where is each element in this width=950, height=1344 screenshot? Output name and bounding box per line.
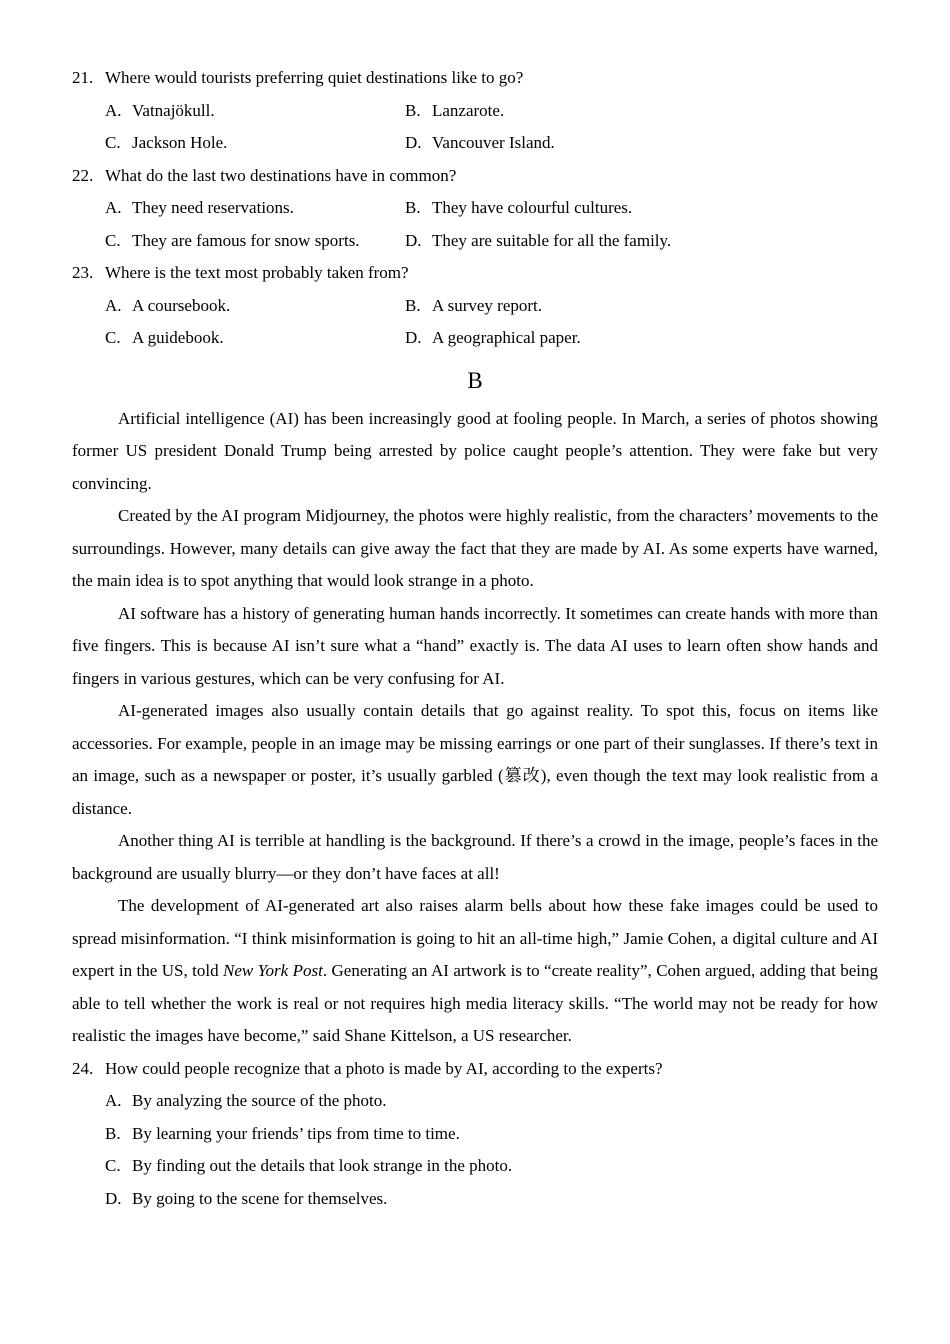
question-23: [72, 257, 878, 355]
passage-text: Artificial intelligence (AI) has been increasingly good at fooling people. In March, a series of photos showing former US president Donald Trump being arrested by police caught people’s attention. They were fake but very convincing.: [72, 408, 878, 493]
option-row: [72, 1183, 878, 1216]
passage-text: . Generating an AI artwork is to “create reality”, Cohen argued, adding that being able to tell whether the work is real or not requires high media literacy skills. “The world may not be ready for how realistic the images have become,” said Shane Kittelson, a US researcher.: [72, 961, 878, 1045]
option-row: [72, 192, 878, 225]
option-B: [405, 192, 705, 225]
question-number: 22.: [72, 165, 94, 185]
option-text: A geographical paper.: [432, 328, 581, 347]
question-text: Where is the text most probably taken from?: [105, 263, 409, 282]
option-text: A survey report.: [432, 295, 543, 315]
question-number: 24.: [72, 1058, 94, 1078]
option-row: [72, 127, 878, 160]
option-row: [72, 1085, 878, 1118]
option-D: [405, 322, 705, 355]
option-text: They have colourful cultures.: [432, 198, 633, 217]
passage-text: Another thing AI is terrible at handling is the background. If there’s a crowd in the image, people’s faces in the background are usually blurry—or they don’t have faces at all!: [72, 831, 878, 883]
option-label: D.: [405, 133, 422, 152]
option-C: [105, 225, 405, 258]
option-B: [405, 290, 705, 323]
option-A: [105, 290, 405, 323]
publication-title: New York Post: [223, 961, 323, 980]
question-stem: [72, 160, 878, 193]
option-D: [405, 127, 705, 160]
question-22: [72, 160, 878, 258]
question-text: What do the last two destinations have in common?: [105, 165, 457, 185]
option-row: [72, 95, 878, 128]
option-row: [72, 1118, 878, 1151]
option-label: C.: [105, 328, 121, 347]
question-21: [72, 62, 878, 160]
option-label: B.: [405, 198, 421, 217]
section-heading: B: [467, 367, 483, 393]
question-stem: [72, 257, 878, 290]
option-text: By analyzing the source of the photo.: [132, 1091, 387, 1110]
option-text: By learning your friends’ tips from time to time.: [132, 1123, 460, 1143]
option-label: B.: [405, 295, 421, 315]
option-text: Lanzarote.: [432, 100, 505, 120]
option-label: A.: [105, 198, 122, 217]
option-text: Vatnajökull.: [132, 100, 215, 120]
question-block-top: [72, 62, 878, 355]
passage-text: AI-generated images also usually contain details that go against reality. To spot this, focus on items like accessories. For example, people in an image may be missing earrings or one part of their sunglasses. If there’s text in an image, such as a newspaper or poster, it’s usually garbled (篡改), even though the text may look realistic from a distance.: [72, 701, 878, 818]
question-stem: [72, 62, 878, 95]
option-text: By finding out the details that look strange in the photo.: [132, 1156, 513, 1175]
passage-paragraph-2: [72, 500, 878, 598]
option-label: A.: [105, 295, 122, 315]
option-label: C.: [105, 1156, 121, 1175]
question-number: 21.: [72, 68, 94, 87]
passage-paragraph-1: [72, 403, 878, 501]
question-text: Where would tourists preferring quiet destinations like to go?: [105, 68, 524, 87]
option-label: D.: [105, 1188, 122, 1208]
option-text: They are suitable for all the family.: [432, 230, 672, 250]
question-text: How could people recognize that a photo is made by AI, according to the experts?: [105, 1058, 663, 1078]
option-label: B.: [405, 100, 421, 120]
option-row: [72, 290, 878, 323]
passage-text: The development of AI-generated art also raises alarm bells about how these fake images could be used to spread misinformation. “I think misinformation is going to hit an all-time high,” Jamie Cohen, a digital culture and AI expert in the US, told: [72, 896, 878, 980]
option-text: A coursebook.: [132, 295, 231, 315]
option-D: [405, 225, 705, 258]
option-row: [72, 225, 878, 258]
option-label: D.: [405, 328, 422, 347]
option-row: [72, 322, 878, 355]
option-label: D.: [405, 230, 422, 250]
option-text: They need reservations.: [132, 198, 294, 217]
option-A: [105, 1085, 386, 1118]
option-text: A guidebook.: [132, 328, 224, 347]
passage-text: AI software has a history of generating human hands incorrectly. It sometimes can create hands with more than five fingers. This is because AI isn’t sure what a “hand” exactly is. The data AI uses to learn often show hands and fingers in various gestures, which can be very confusing for AI.: [72, 603, 878, 688]
reading-passage: [72, 403, 878, 1053]
question-number: 23.: [72, 263, 94, 282]
option-label: A.: [105, 1091, 122, 1110]
option-text: By going to the scene for themselves.: [132, 1188, 388, 1208]
option-B: [105, 1118, 460, 1151]
option-A: [105, 95, 405, 128]
passage-paragraph-4: [72, 695, 878, 825]
question-24: [72, 1053, 878, 1216]
question-stem: [72, 1053, 878, 1086]
passage-paragraph-6: [72, 890, 878, 1053]
question-block-24: [72, 1053, 878, 1216]
passage-text: Created by the AI program Midjourney, the photos were highly realistic, from the characters’ movements to the surroundings. However, many details can give away the fact that they are made by AI. As some experts have warned, the main idea is to spot anything that would look strange in a photo.: [72, 506, 878, 590]
option-label: C.: [105, 133, 121, 152]
option-label: B.: [105, 1123, 121, 1143]
option-C: [105, 1150, 512, 1183]
option-text: They are famous for snow sports.: [132, 230, 360, 250]
option-B: [405, 95, 705, 128]
passage-paragraph-5: [72, 825, 878, 890]
option-text: Vancouver Island.: [432, 133, 555, 152]
option-label: A.: [105, 100, 122, 120]
option-C: [105, 127, 405, 160]
option-label: C.: [105, 230, 121, 250]
option-A: [105, 192, 405, 225]
option-D: [105, 1183, 387, 1216]
option-row: [72, 1150, 878, 1183]
option-text: Jackson Hole.: [132, 133, 228, 152]
option-C: [105, 322, 405, 355]
passage-paragraph-3: [72, 598, 878, 696]
